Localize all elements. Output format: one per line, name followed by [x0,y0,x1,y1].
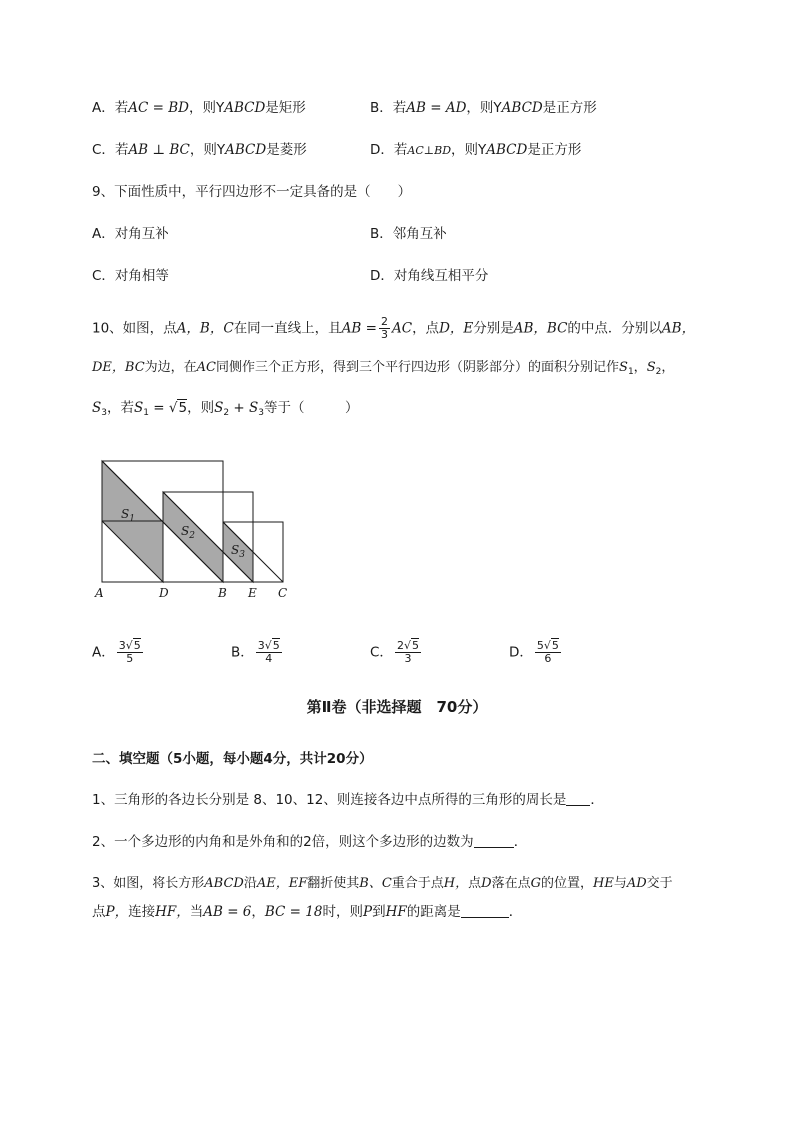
q8-option-c: C．若AB ⊥ BC，则YABCD是菱形 [92,142,307,158]
q9-option-d: D．对角线互相平分 [370,268,489,284]
fill-question-3-line1: 3、如图，将长方形ABCD沿AE，EF翻折使其B、C重合于点H，点D落在点G的位置，HE与AD交于 [92,876,673,891]
point-label-e: E [248,586,257,600]
q10-option-d: D． $\frac{5√5}{6}$ [509,639,559,665]
fill-question-2: 2、一个多边形的内角和是外角和的2倍，则这个多边形的边数为 ． [92,834,528,850]
q10-stem-line2: DE，BC为边，在AC同侧作三个正方形，得到三个平行四边形（阴影部分）的面积分别记作$S_1$，$S_2$， [92,360,675,377]
q8-option-b: B．若AB = AD，则YABCD是正方形 [370,100,597,116]
fill-question-1: 1、三角形的各边长分别是 8、10、12、则连接各边中点所得的三角形的周长是 ． [92,792,604,808]
q10-option-c: C． $\frac{2√5}{3}$ [370,639,419,665]
fill-question-3-line2: 点P，连接HF，当AB = 6，BC = 18时，则P到HF的距离是 ． [92,904,523,920]
sqrt-symbol: √ [168,400,178,416]
q9-option-b: B．邻角互补 [370,226,447,242]
point-label-d: D [159,586,169,600]
q9-option-c: C．对角相等 [92,268,169,284]
q10-option-b: B． $\frac{3√5}{4}$ [231,639,280,665]
section2-heading: 二、填空题（5小题，每小题4分，共计20分） [92,751,373,767]
q10-stem-line1: 10、如图，点A，B，C在同一直线上，且AB = $\frac{2}{3}$ AC，点D，E分别是AB，BC的中点．分别以AB， [92,315,696,341]
q9-stem: 9、下面性质中，平行四边形不一定具备的是（ ） [92,184,412,200]
answer-blank [461,903,509,918]
area-label-s3: $S_3$ [231,543,245,560]
part2-title: 第Ⅱ卷（非选择题 70分） [306,698,488,716]
fraction-two-thirds: $\frac{2}{3}$ [380,315,388,341]
q10-stem-line3: $S_3$，若$S_1 = √5$，则$S_2 + S_3$等于（ ） [92,400,359,418]
q8-option-d: D．若AC⊥BD，则YABCD是正方形 [370,142,582,158]
answer-blank [474,833,514,848]
q9-option-a: A．对角互补 [92,226,169,242]
area-label-s1: $S_1$ [121,507,135,524]
q10-option-a: A． $\frac{3√5}{5}$ [92,639,141,665]
point-label-a: A [95,586,104,600]
diagonal-line-medium [163,492,253,582]
answer-blank [566,791,590,806]
point-label-b: B [218,586,227,600]
point-label-c: C [278,586,288,600]
area-label-s2: $S_2$ [181,524,195,541]
q8-option-a: A．若AC = BD，则YABCD是矩形 [92,100,306,116]
